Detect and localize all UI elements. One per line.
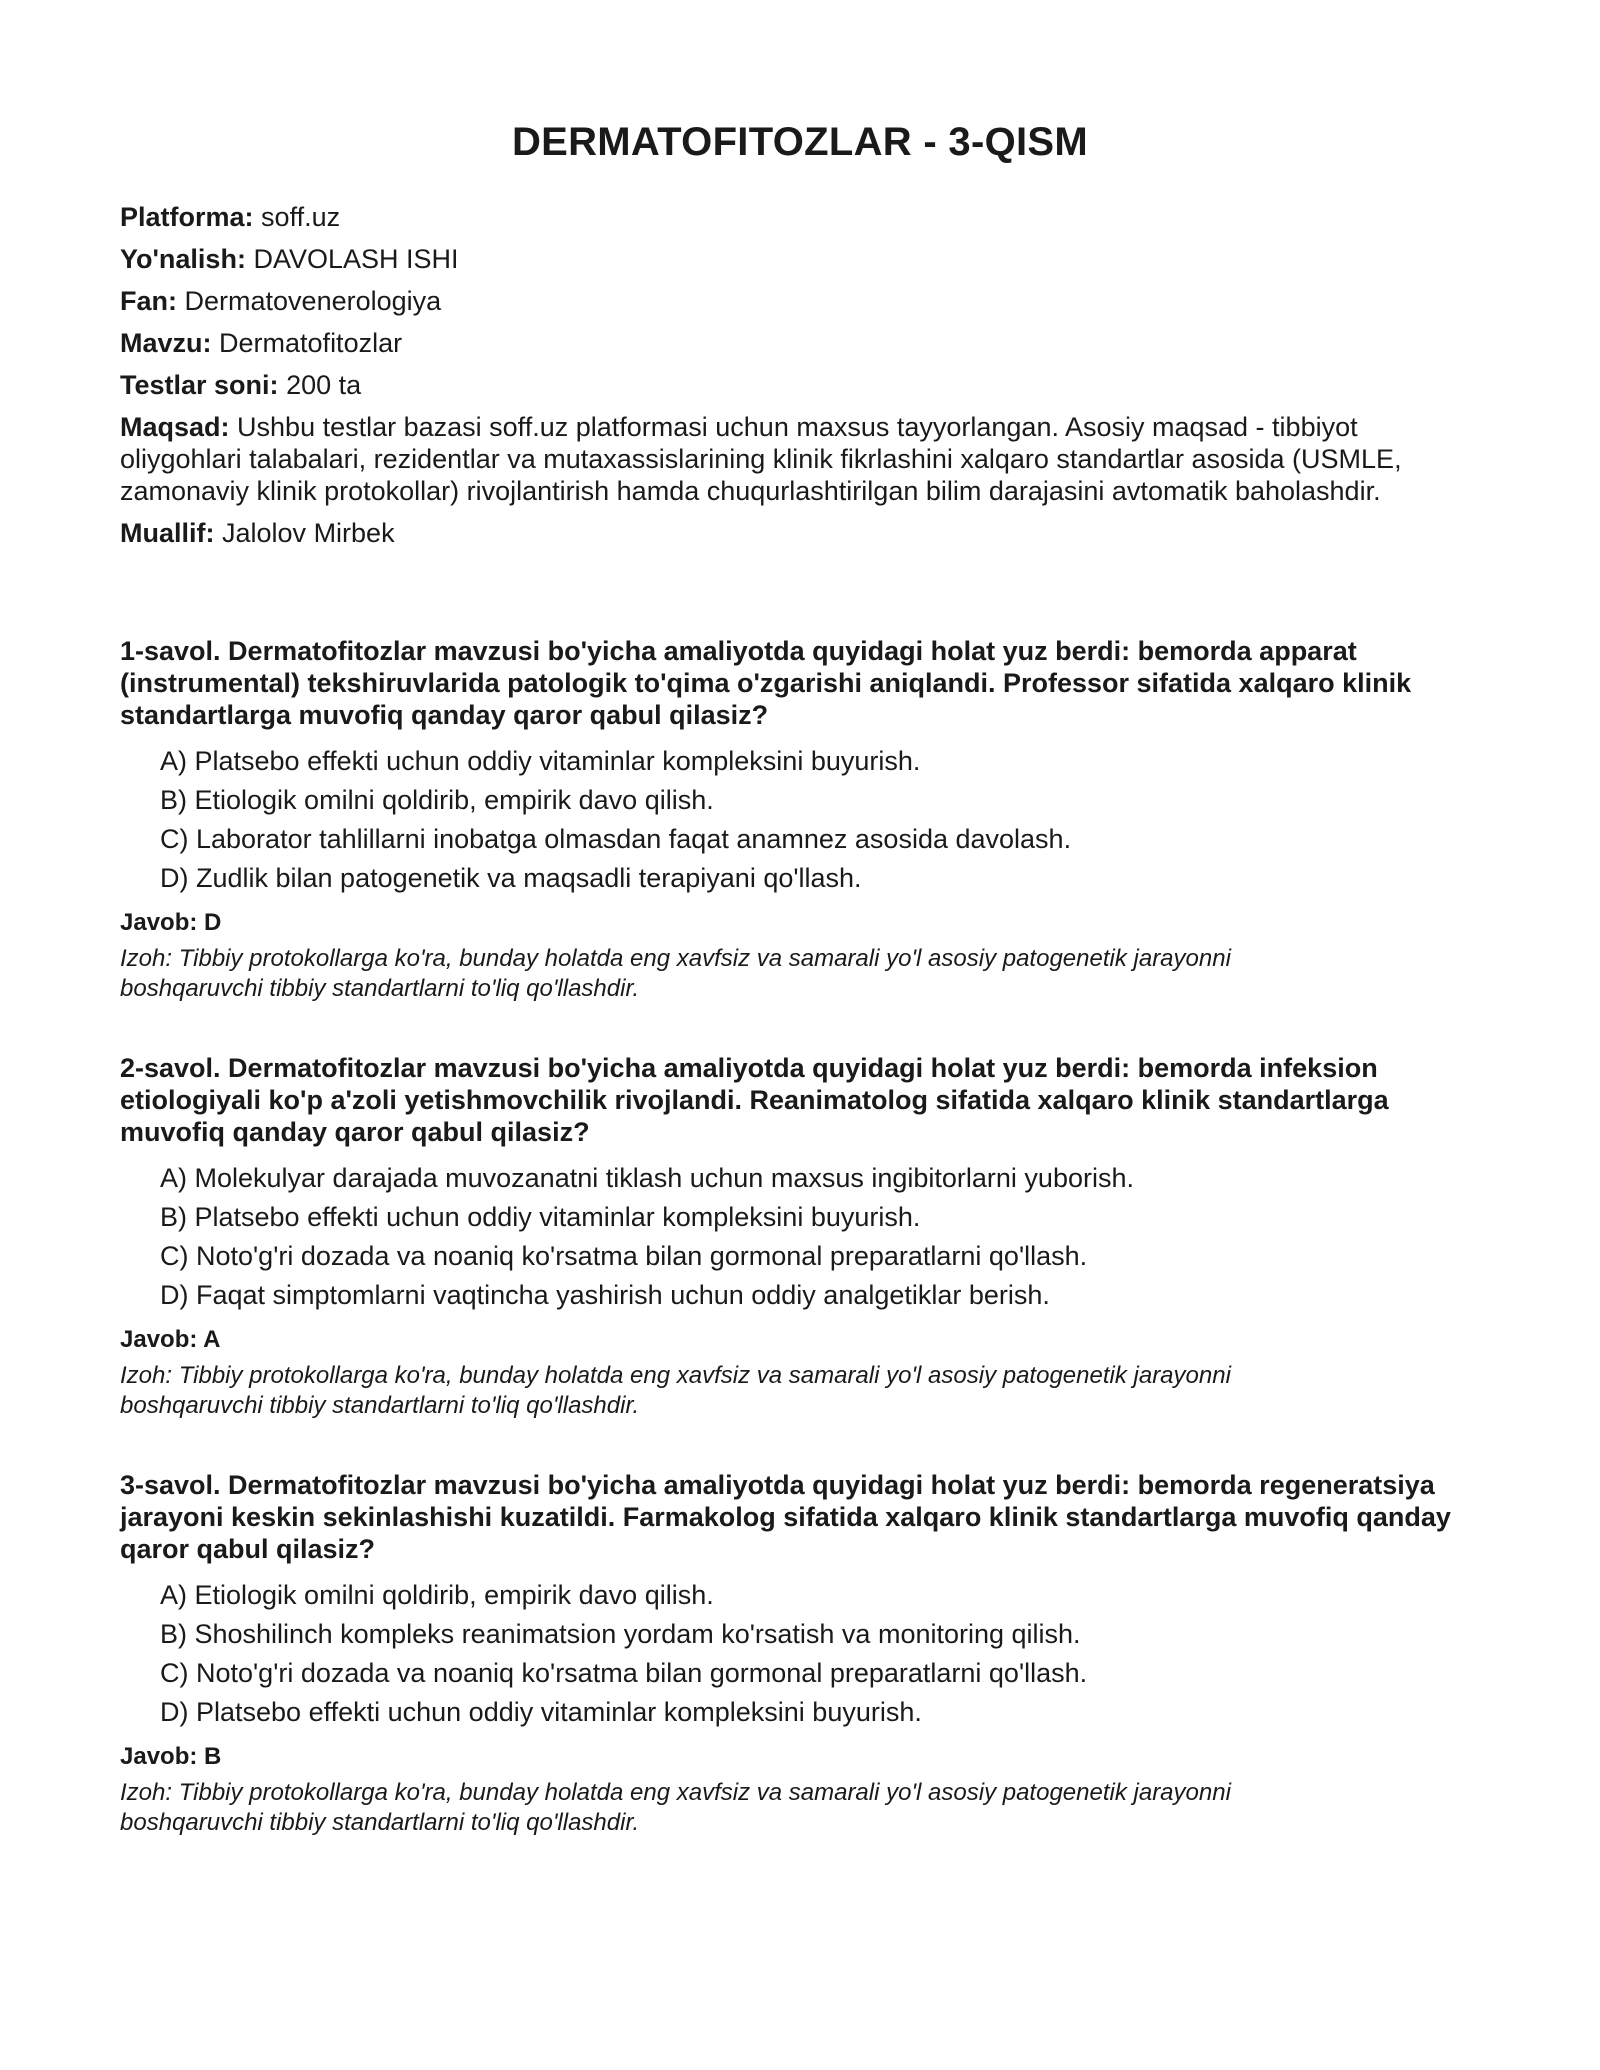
meta-list [120, 201, 1480, 549]
option-b: B) Platsebo effekti uchun oddiy vitaminlar kompleksini buyurish. [160, 1202, 921, 1232]
answer-key: Javob: B [120, 1743, 222, 1770]
question-text: 1-savol. Dermatofitozlar mavzusi bo'yicha amaliyotda quyidagi holat yuz berdi: bemorda apparat (instrumental) tekshiruvlarida patologik to'qima o'zgarishi aniqlandi. Professor sifatida xalqaro klinik standartlarga muvofiq qanday qaror qabul qilasiz? [120, 636, 1412, 730]
meta-purpose [120, 411, 1480, 507]
explanation-note: Izoh: Tibbiy protokollarga ko'ra, bunday holatda eng xavfsiz va samarali yo'l asosiy patogenetik jarayonni boshqaruvchi tibbiy standartlarni to'liq qo'llashdir. [120, 1779, 1231, 1836]
meta-value: Jalolov Mirbek [222, 518, 395, 548]
option-a: A) Molekulyar darajada muvozanatni tiklash uchun maxsus ingibitorlarni yuborish. [160, 1163, 1134, 1193]
meta-platform [120, 201, 1480, 233]
option-b: B) Etiologik omilni qoldirib, empirik davo qilish. [160, 785, 714, 815]
meta-label: Platforma: [120, 202, 254, 232]
meta-topic [120, 327, 1480, 359]
option-c: C) Laborator tahlillarni inobatga olmasdan faqat anamnez asosida davolash. [160, 824, 1072, 854]
meta-author [120, 517, 1480, 549]
meta-label: Fan: [120, 286, 177, 316]
question-text: 3-savol. Dermatofitozlar mavzusi bo'yicha amaliyotda quyidagi holat yuz berdi: bemorda regeneratsiya jarayoni keskin sekinlashishi kuzatildi. Farmakolog sifatida xalqaro klinik standartlarga muvofiq qanday qaror qabul qilasiz? [120, 1470, 1451, 1564]
meta-value: DAVOLASH ISHI [253, 244, 459, 274]
question-2 [120, 1052, 1480, 1421]
meta-label: Mavzu: [120, 328, 212, 358]
meta-value: Ushbu testlar bazasi soff.uz platformasi uchun maxsus tayyorlangan. Asosiy maqsad - tibbiyot oliygohlari talabalari, rezidentlar va mutaxassislarining klinik fikrlashini xalqaro standartlar asosida (USMLE, zamonaviy klinik protokollar) rivojlantirish hamda chuqurlashtirilgan bilim darajasini avtomatik baholashdir. [120, 412, 1402, 506]
explanation-note: Izoh: Tibbiy protokollarga ko'ra, bunday holatda eng xavfsiz va samarali yo'l asosiy patogenetik jarayonni boshqaruvchi tibbiy standartlarni to'liq qo'llashdir. [120, 945, 1231, 1002]
option-a: A) Etiologik omilni qoldirib, empirik davo qilish. [160, 1580, 714, 1610]
question-text: 2-savol. Dermatofitozlar mavzusi bo'yicha amaliyotda quyidagi holat yuz berdi: bemorda infeksion etiologiyali ko'p a'zoli yetishmovchilik rivojlandi. Reanimatolog sifatida xalqaro klinik standartlarga muvofiq qanday qaror qabul qilasiz? [120, 1053, 1389, 1147]
option-a: A) Platsebo effekti uchun oddiy vitaminlar kompleksini buyurish. [160, 746, 921, 776]
option-d: D) Faqat simptomlarni vaqtincha yashirish uchun oddiy analgetiklar berish. [160, 1280, 1050, 1310]
meta-label: Maqsad: [120, 412, 230, 442]
meta-label: Testlar soni: [120, 370, 279, 400]
answer-options [160, 1579, 1480, 1728]
meta-value: soff.uz [261, 202, 341, 232]
meta-value: Dermatofitozlar [219, 328, 403, 358]
answer-options [160, 745, 1480, 894]
option-c: C) Noto'g'ri dozada va noaniq ko'rsatma bilan gormonal preparatlarni qo'llash. [160, 1241, 1088, 1271]
question-3 [120, 1469, 1480, 1838]
question-1 [120, 635, 1480, 1004]
meta-subject [120, 285, 1480, 317]
meta-value: 200 ta [286, 370, 362, 400]
meta-label: Muallif: [120, 518, 215, 548]
document-title: DERMATOFITOZLAR - 3-QISM [511, 120, 1089, 164]
meta-label: Yo'nalish: [120, 244, 246, 274]
option-d: D) Platsebo effekti uchun oddiy vitaminlar kompleksini buyurish. [160, 1697, 922, 1727]
answer-options [160, 1162, 1480, 1311]
meta-value: Dermatovenerologiya [184, 286, 442, 316]
meta-direction [120, 243, 1480, 275]
explanation-note: Izoh: Tibbiy protokollarga ko'ra, bunday holatda eng xavfsiz va samarali yo'l asosiy patogenetik jarayonni boshqaruvchi tibbiy standartlarni to'liq qo'llashdir. [120, 1362, 1231, 1419]
option-b: B) Shoshilinch kompleks reanimatsion yordam ko'rsatish va monitoring qilish. [160, 1619, 1081, 1649]
option-c: C) Noto'g'ri dozada va noaniq ko'rsatma bilan gormonal preparatlarni qo'llash. [160, 1658, 1088, 1688]
answer-key: Javob: D [120, 909, 222, 936]
option-d: D) Zudlik bilan patogenetik va maqsadli terapiyani qo'llash. [160, 863, 862, 893]
meta-test-count [120, 369, 1480, 401]
answer-key: Javob: A [120, 1326, 221, 1353]
